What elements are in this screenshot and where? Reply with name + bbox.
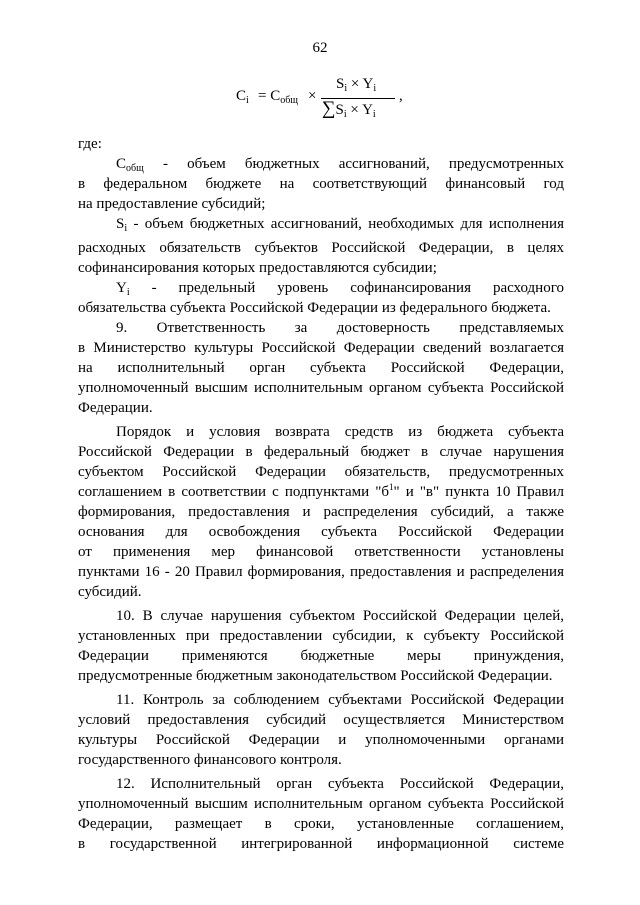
text-line: $C_{общ}$ - объем бюджетных ассигнований, предусмотренных bbox=[116, 156, 564, 174]
text-line: в государственной интегрированной информационной системе bbox=[78, 836, 564, 852]
formula-numerator: $S_i \times Y_i$ bbox=[336, 76, 377, 94]
text-line: в федеральном бюджете на соответствующий финансовый год bbox=[78, 176, 564, 192]
formula-total: = $C_{общ}$ bbox=[258, 88, 299, 106]
text-line: от применения мер финансовой ответственности установлены bbox=[78, 544, 564, 560]
text-line: установленных при предоставлении субсидии, к субъекту Российской bbox=[78, 628, 564, 644]
text-line: Российской Федерации в федеральный бюджет в случае нарушения bbox=[78, 444, 564, 460]
text-line: $S_i$ - объем бюджетных ассигнований, необходимых для исполнения bbox=[116, 216, 564, 234]
text-line: субсидий. bbox=[78, 584, 142, 600]
text-line: субъектом Российской Федерации обязательств, предусмотренных bbox=[78, 464, 564, 480]
text-line: основания для освобождения субъекта Российской Федерации bbox=[78, 524, 564, 540]
text-line: расходных обязательств субъектов Российской Федерации, в целях bbox=[78, 240, 564, 256]
text-line: обязательства субъекта Российской Федерации из федерального бюджета. bbox=[78, 300, 551, 316]
text-line: уполномоченный высшим исполнительным органом субъекта Российской bbox=[78, 796, 564, 812]
text-line: 9. Ответственность за достоверность представляемых bbox=[116, 320, 564, 336]
text-line: Федерации применяются бюджетные меры принуждения, bbox=[78, 648, 564, 664]
text-line: на предоставление субсидий; bbox=[78, 196, 266, 212]
formula-lhs: $C_i$ bbox=[236, 88, 249, 106]
formula-comma: , bbox=[399, 88, 403, 104]
text-line: государственного финансового контроля. bbox=[78, 752, 342, 768]
text-line: 11. Контроль за соблюдением субъектами Российской Федерации bbox=[116, 692, 564, 708]
text-line: Федерации. bbox=[78, 400, 153, 416]
text-line: условий предоставления субсидий осуществляется Министерством bbox=[78, 712, 564, 728]
text-line: в Министерство культуры Российской Федерации сведений возлагается bbox=[78, 340, 564, 356]
text-line: Порядок и условия возврата средств из бюджета субъекта bbox=[116, 424, 564, 440]
text-line: соглашением в соответствии с подпунктами "$б^1$" и "в" пункта 10 Правил bbox=[78, 482, 564, 500]
text-line: культуры Российской Федерации и уполномоченными органами bbox=[78, 732, 564, 748]
text-line: $Y_i$ - предельный уровень софинансирования расходного bbox=[116, 280, 564, 298]
text-line: софинансирования которых предоставляются субсидии; bbox=[78, 260, 437, 276]
page-number: 62 bbox=[312, 40, 328, 56]
text-line: на исполнительный орган субъекта Российской Федерации, bbox=[78, 360, 564, 376]
formula-denominator: $\sum S_i \times Y_i$ bbox=[322, 98, 376, 120]
formula-times: × bbox=[308, 88, 317, 104]
text-line: 10. В случае нарушения субъектом Российской Федерации целей, bbox=[116, 608, 564, 624]
text-line: Федерации, размещает в сроки, установленные соглашением, bbox=[78, 816, 564, 832]
text-line: где: bbox=[78, 136, 102, 152]
text-line: предусмотренные бюджетным законодательством Российской Федерации. bbox=[78, 668, 553, 684]
text-line: формирования, предоставления и распределения субсидий, а также bbox=[78, 504, 564, 520]
text-line: уполномоченный высшим исполнительным органом субъекта Российской bbox=[78, 380, 564, 396]
text-line: пунктами 16 - 20 Правил формирования, предоставления и распределения bbox=[78, 564, 564, 580]
text-line: 12. Исполнительный орган субъекта Российской Федерации, bbox=[116, 776, 564, 792]
